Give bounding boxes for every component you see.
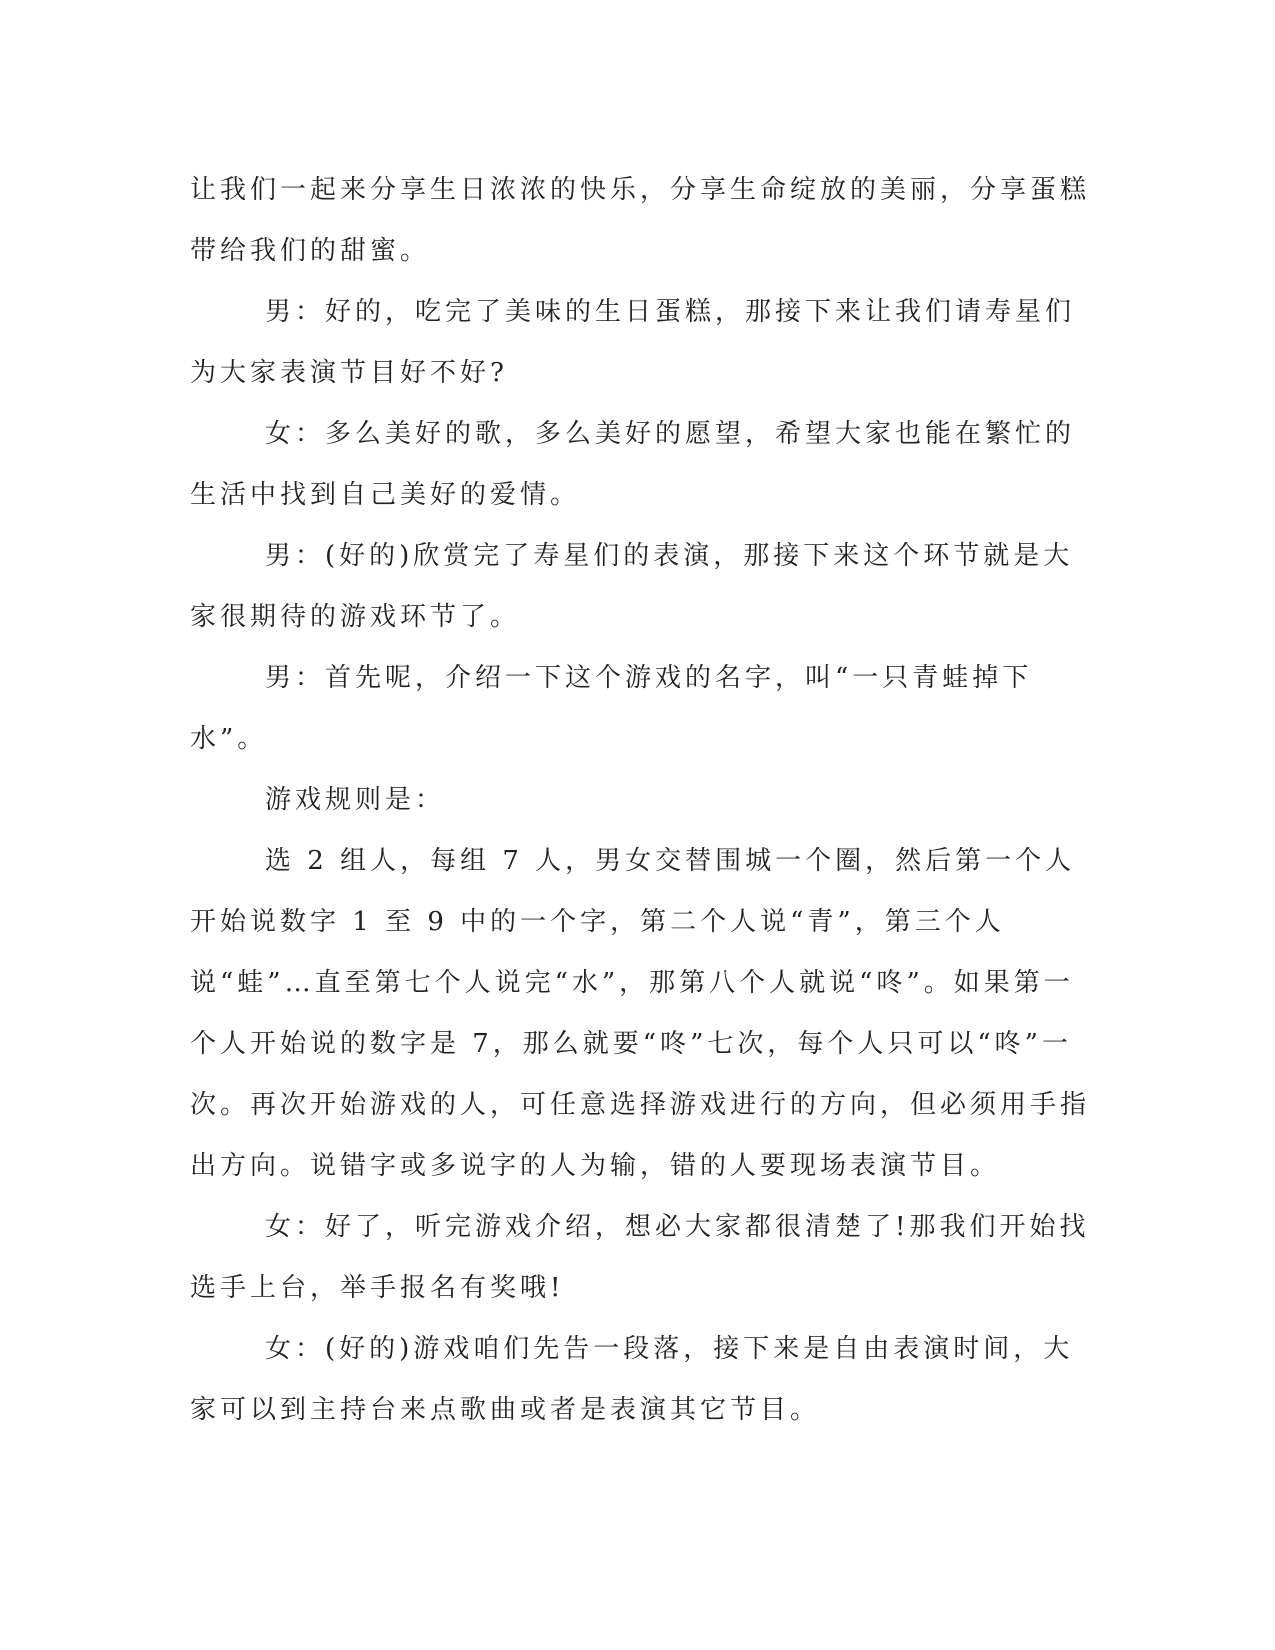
paragraph-male-game-intro: 男：(好的)欣赏完了寿星们的表演，那接下来这个环节就是大家很期待的游戏环节了。 bbox=[190, 541, 1074, 632]
paragraph-male-game-name: 男：首先呢，介绍一下这个游戏的名字，叫“一只青蛙掉下水”。 bbox=[190, 663, 1033, 754]
document-body bbox=[190, 160, 1100, 1441]
paragraph-female-song: 女：多么美好的歌，多么美好的愿望，希望大家也能在繁忙的生活中找到自己美好的爱情。 bbox=[190, 419, 1076, 510]
paragraph-female-signup: 女：好了，听完游戏介绍，想必大家都很清楚了!那我们开始找选手上台，举手报名有奖哦! bbox=[190, 1212, 1090, 1303]
paragraph-game-rules: 选 2 组人，每组 7 人，男女交替围城一个圈，然后第一个人开始说数字 1 至 9 中的一个字，第二个人说“青”，第三个人说“蛙”…直至第七个人说完“水”，那第八个人就说“咚”。如果第一个人开始说的数字是 7，那么就要“咚”七次，每个人只可以“咚”一次。再次开始游戏的人，可任意选择游戏进行的方向，但必须用手指出方向。说错字或多说字的人为输，错的人要现场表演节目。 bbox=[190, 846, 1091, 1181]
paragraph-intro-sharing: 让我们一起来分享生日浓浓的快乐，分享生命绽放的美丽，分享蛋糕带给我们的甜蜜。 bbox=[190, 175, 1091, 266]
paragraph-male-birthday-cake: 男：好的，吃完了美味的生日蛋糕，那接下来让我们请寿星们为大家表演节目好不好? bbox=[190, 297, 1076, 388]
paragraph-game-rules-heading: 游戏规则是： bbox=[265, 785, 446, 815]
paragraph-female-free-performance: 女：(好的)游戏咱们先告一段落，接下来是自由表演时间，大家可以到主持台来点歌曲或者是表演其它节目。 bbox=[190, 1334, 1074, 1425]
